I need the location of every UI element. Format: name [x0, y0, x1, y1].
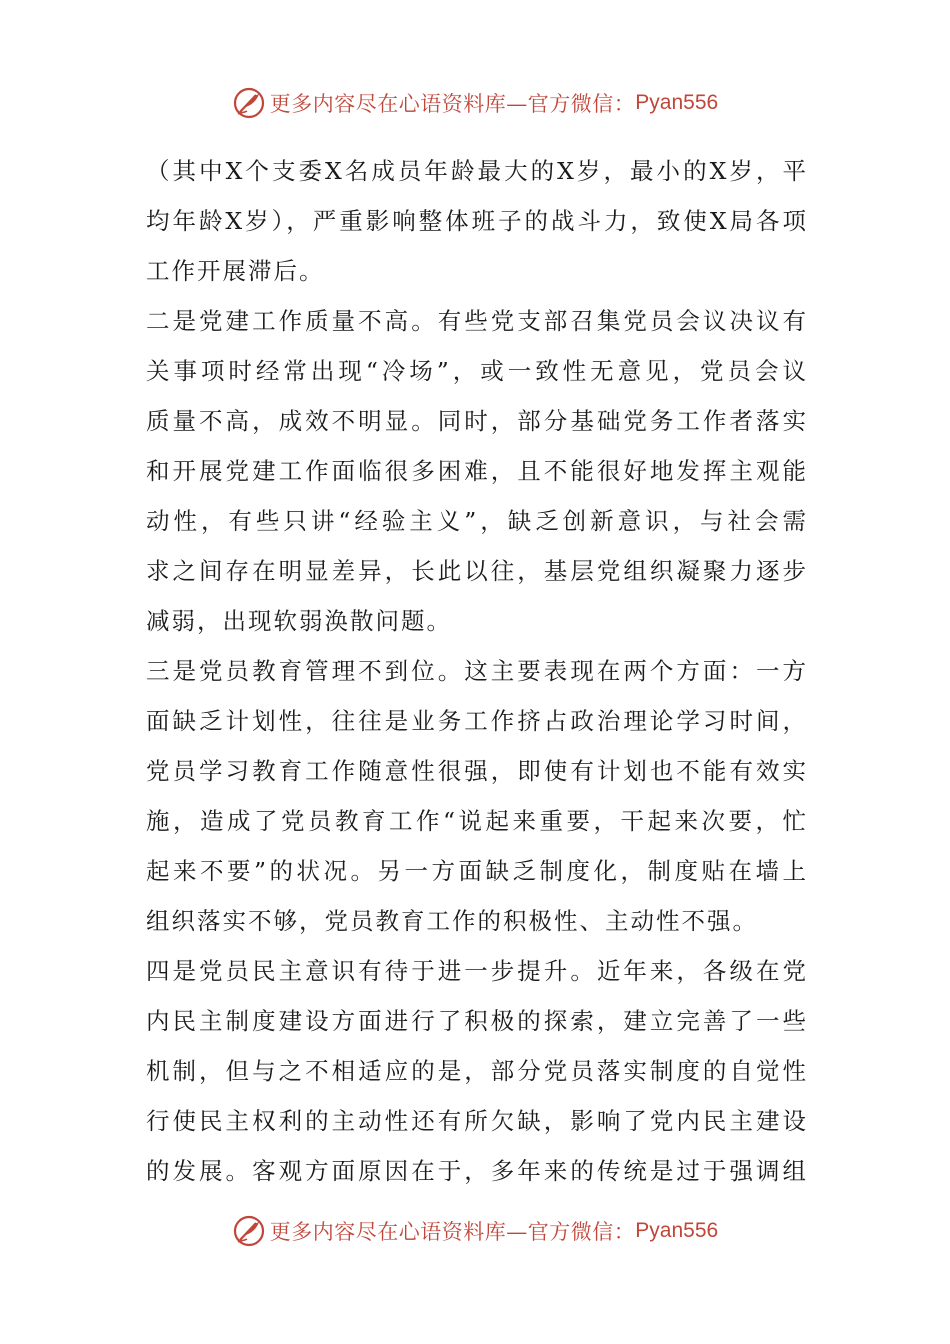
text-line: 起来不要”的状况。另一方面缺乏制度化，制度贴在墙上 [146, 857, 806, 885]
text-line: 内民主制度建设方面进行了积极的探索，建立完善了一些 [146, 1007, 806, 1035]
quill-logo-icon [232, 1214, 266, 1248]
text-line: 质量不高，成效不明显。同时，部分基础党务工作者落实 [146, 407, 806, 435]
text-line: 行使民主权利的主动性还有所欠缺，影响了党内民主建设 [146, 1107, 806, 1135]
text-line: 组织落实不够，党员教育工作的积极性、主动性不强。 [146, 907, 758, 935]
text-line: 面缺乏计划性，往往是业务工作挤占政治理论学习时间， [146, 707, 806, 735]
watermark-wechat-id: Pyan556 [635, 91, 719, 114]
watermark-wechat-id: Pyan556 [635, 1219, 719, 1242]
text-line: 动性，有些只讲“经验主义”，缺乏创新意识，与社会需 [146, 507, 806, 535]
text-line: （其中X个支委X名成员年龄最大的X岁，最小的X岁，平 [146, 157, 806, 185]
text-line: 工作开展滞后。 [146, 257, 325, 285]
watermark-text: 更多内容尽在心语资料库—官方微信： [269, 92, 636, 116]
text-line: 机制，但与之不相适应的是，部分党员落实制度的自觉性 [146, 1057, 806, 1085]
text-line: 施，造成了党员教育工作“说起来重要，干起来次要，忙 [146, 807, 806, 835]
text-line: 求之间存在明显差异，长此以往，基层党组织凝聚力逐步 [146, 557, 806, 585]
text-line: 的发展。客观方面原因在于，多年来的传统是过于强调组 [146, 1157, 806, 1185]
watermark-text: 更多内容尽在心语资料库—官方微信： [269, 1220, 636, 1244]
text-line: 二是党建工作质量不高。有些党支部召集党员会议决议有 [146, 307, 806, 335]
document-body [146, 146, 806, 1196]
header-watermark-banner [0, 83, 950, 123]
text-line: 四是党员民主意识有待于进一步提升。近年来，各级在党 [146, 957, 806, 985]
quill-logo-icon [232, 86, 266, 120]
text-line: 和开展党建工作面临很多困难，且不能很好地发挥主观能 [146, 457, 806, 485]
text-line: 均年龄X岁），严重影响整体班子的战斗力，致使X局各项 [146, 207, 806, 235]
footer-watermark-banner [0, 1211, 950, 1251]
text-line: 减弱，出现软弱涣散问题。 [146, 607, 452, 635]
text-line: 关事项时经常出现“冷场”，或一致性无意见，党员会议 [146, 357, 806, 385]
text-line: 三是党员教育管理不到位。这主要表现在两个方面：一方 [146, 657, 806, 685]
text-line: 党员学习教育工作随意性很强，即使有计划也不能有效实 [146, 757, 806, 785]
